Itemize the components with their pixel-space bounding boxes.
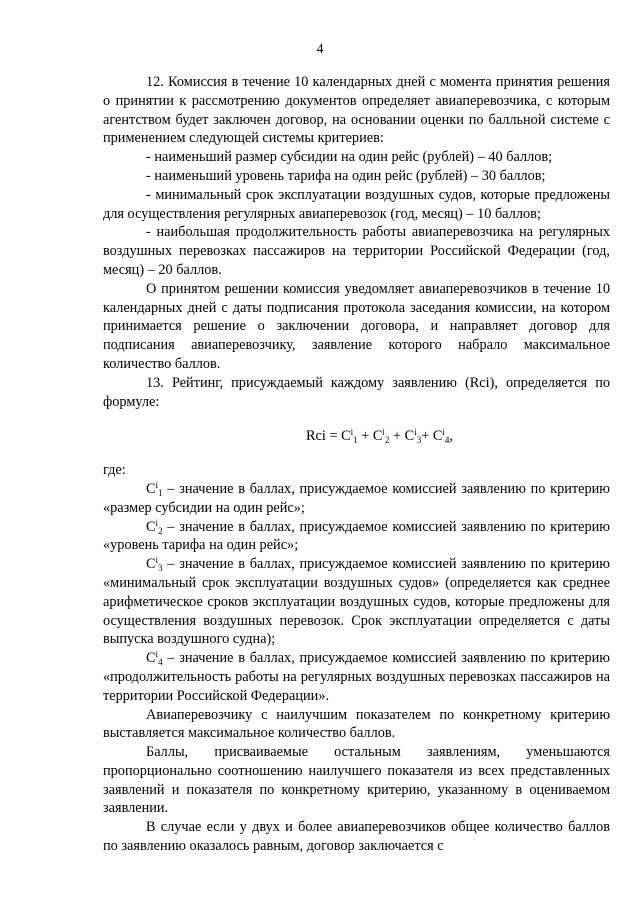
criterion-tariff: - наименьший уровень тарифа на один рейс (рублей) – 30 баллов; [146, 167, 546, 184]
term-c2: $C^i_2$ – значение в баллах, присуждаемое комиссией заявлению по критерию «уровень тарифа на один рейс»; [103, 517, 610, 554]
where-label: где: [103, 462, 126, 479]
term-c4: $C^i_4$ – значение в баллах, присуждаемое комиссией заявлению по критерию «продолжительность работы на регулярных воздушных перевозках пассажиров на территории Российской Федерации». [103, 649, 610, 704]
criterion-experience: - наибольшая продолжительность работы авиаперевозчика на регулярных воздушных перевозках пассажиров на территории Российской Федерации (год, месяц) – 20 баллов. [103, 224, 610, 278]
max-score-rule: Авиаперевозчику с наилучшим показателем по конкретному критерию выставляется максимальное количество баллов. [103, 706, 610, 742]
document-body [103, 73, 610, 856]
page-number: 4 [316, 42, 324, 57]
section-13-intro: 13. Рейтинг, присуждаемый каждому заявлению (Rci), определяется по формуле: [103, 374, 610, 410]
criterion-aircraft-age: - минимальный срок эксплуатации воздушных судов, которые предложены для осуществления регулярных авиаперевозок (год, месяц) – 10 баллов; [103, 186, 610, 222]
criterion-subsidy: - наименьший размер субсидии на один рейс (рублей) – 40 баллов; [146, 149, 553, 166]
section-12-intro: 12. Комиссия в течение 10 календарных дней с момента принятия решения о принятии к рассмотрению документов определяет авиаперевозчика, с которым агентством будет заключен договор, на основании оценки по балльной системе с применением следующей системы критериев: [103, 74, 610, 147]
term-c3: $C^i_3$ – значение в баллах, присуждаемое комиссией заявлению по критерию «минимальный срок эксплуатации воздушных судов» (определяется как среднее арифметическое сроков эксплуатации воздушных судов, которые предложены для осуществления воздушных перевозок. Срок эксплуатации определяется с даты выпуска воздушного судна); [103, 555, 610, 648]
tie-rule: В случае если у двух и более авиаперевозчиков общее количество баллов по заявлению оказалось равным, договор заключается с [103, 819, 610, 855]
term-c1: $C^i_1$ – значение в баллах, присуждаемое комиссией заявлению по критерию «размер субсидии на один рейс»; [103, 479, 610, 516]
proportional-rule: Баллы, присваиваемые остальным заявлениям, уменьшаются пропорционально соотношению наилучшего показателя из всех представленных заявлений и показателя по конкретному критерию, указанному в оцениваемом заявлении. [103, 744, 610, 817]
rating-formula: Rci = $C^i_1 + C^i_2 + C^i_3+ C^i_4$, [306, 427, 453, 446]
decision-notice: О принятом решении комиссия уведомляет авиаперевозчиков в течение 10 календарных дней с даты подписания протокола заседания комиссии, на котором принимается решение о заключении договора, и направляет договор для подписания авиаперевозчику, заявление которого набрало максимальное количество баллов. [103, 280, 610, 372]
